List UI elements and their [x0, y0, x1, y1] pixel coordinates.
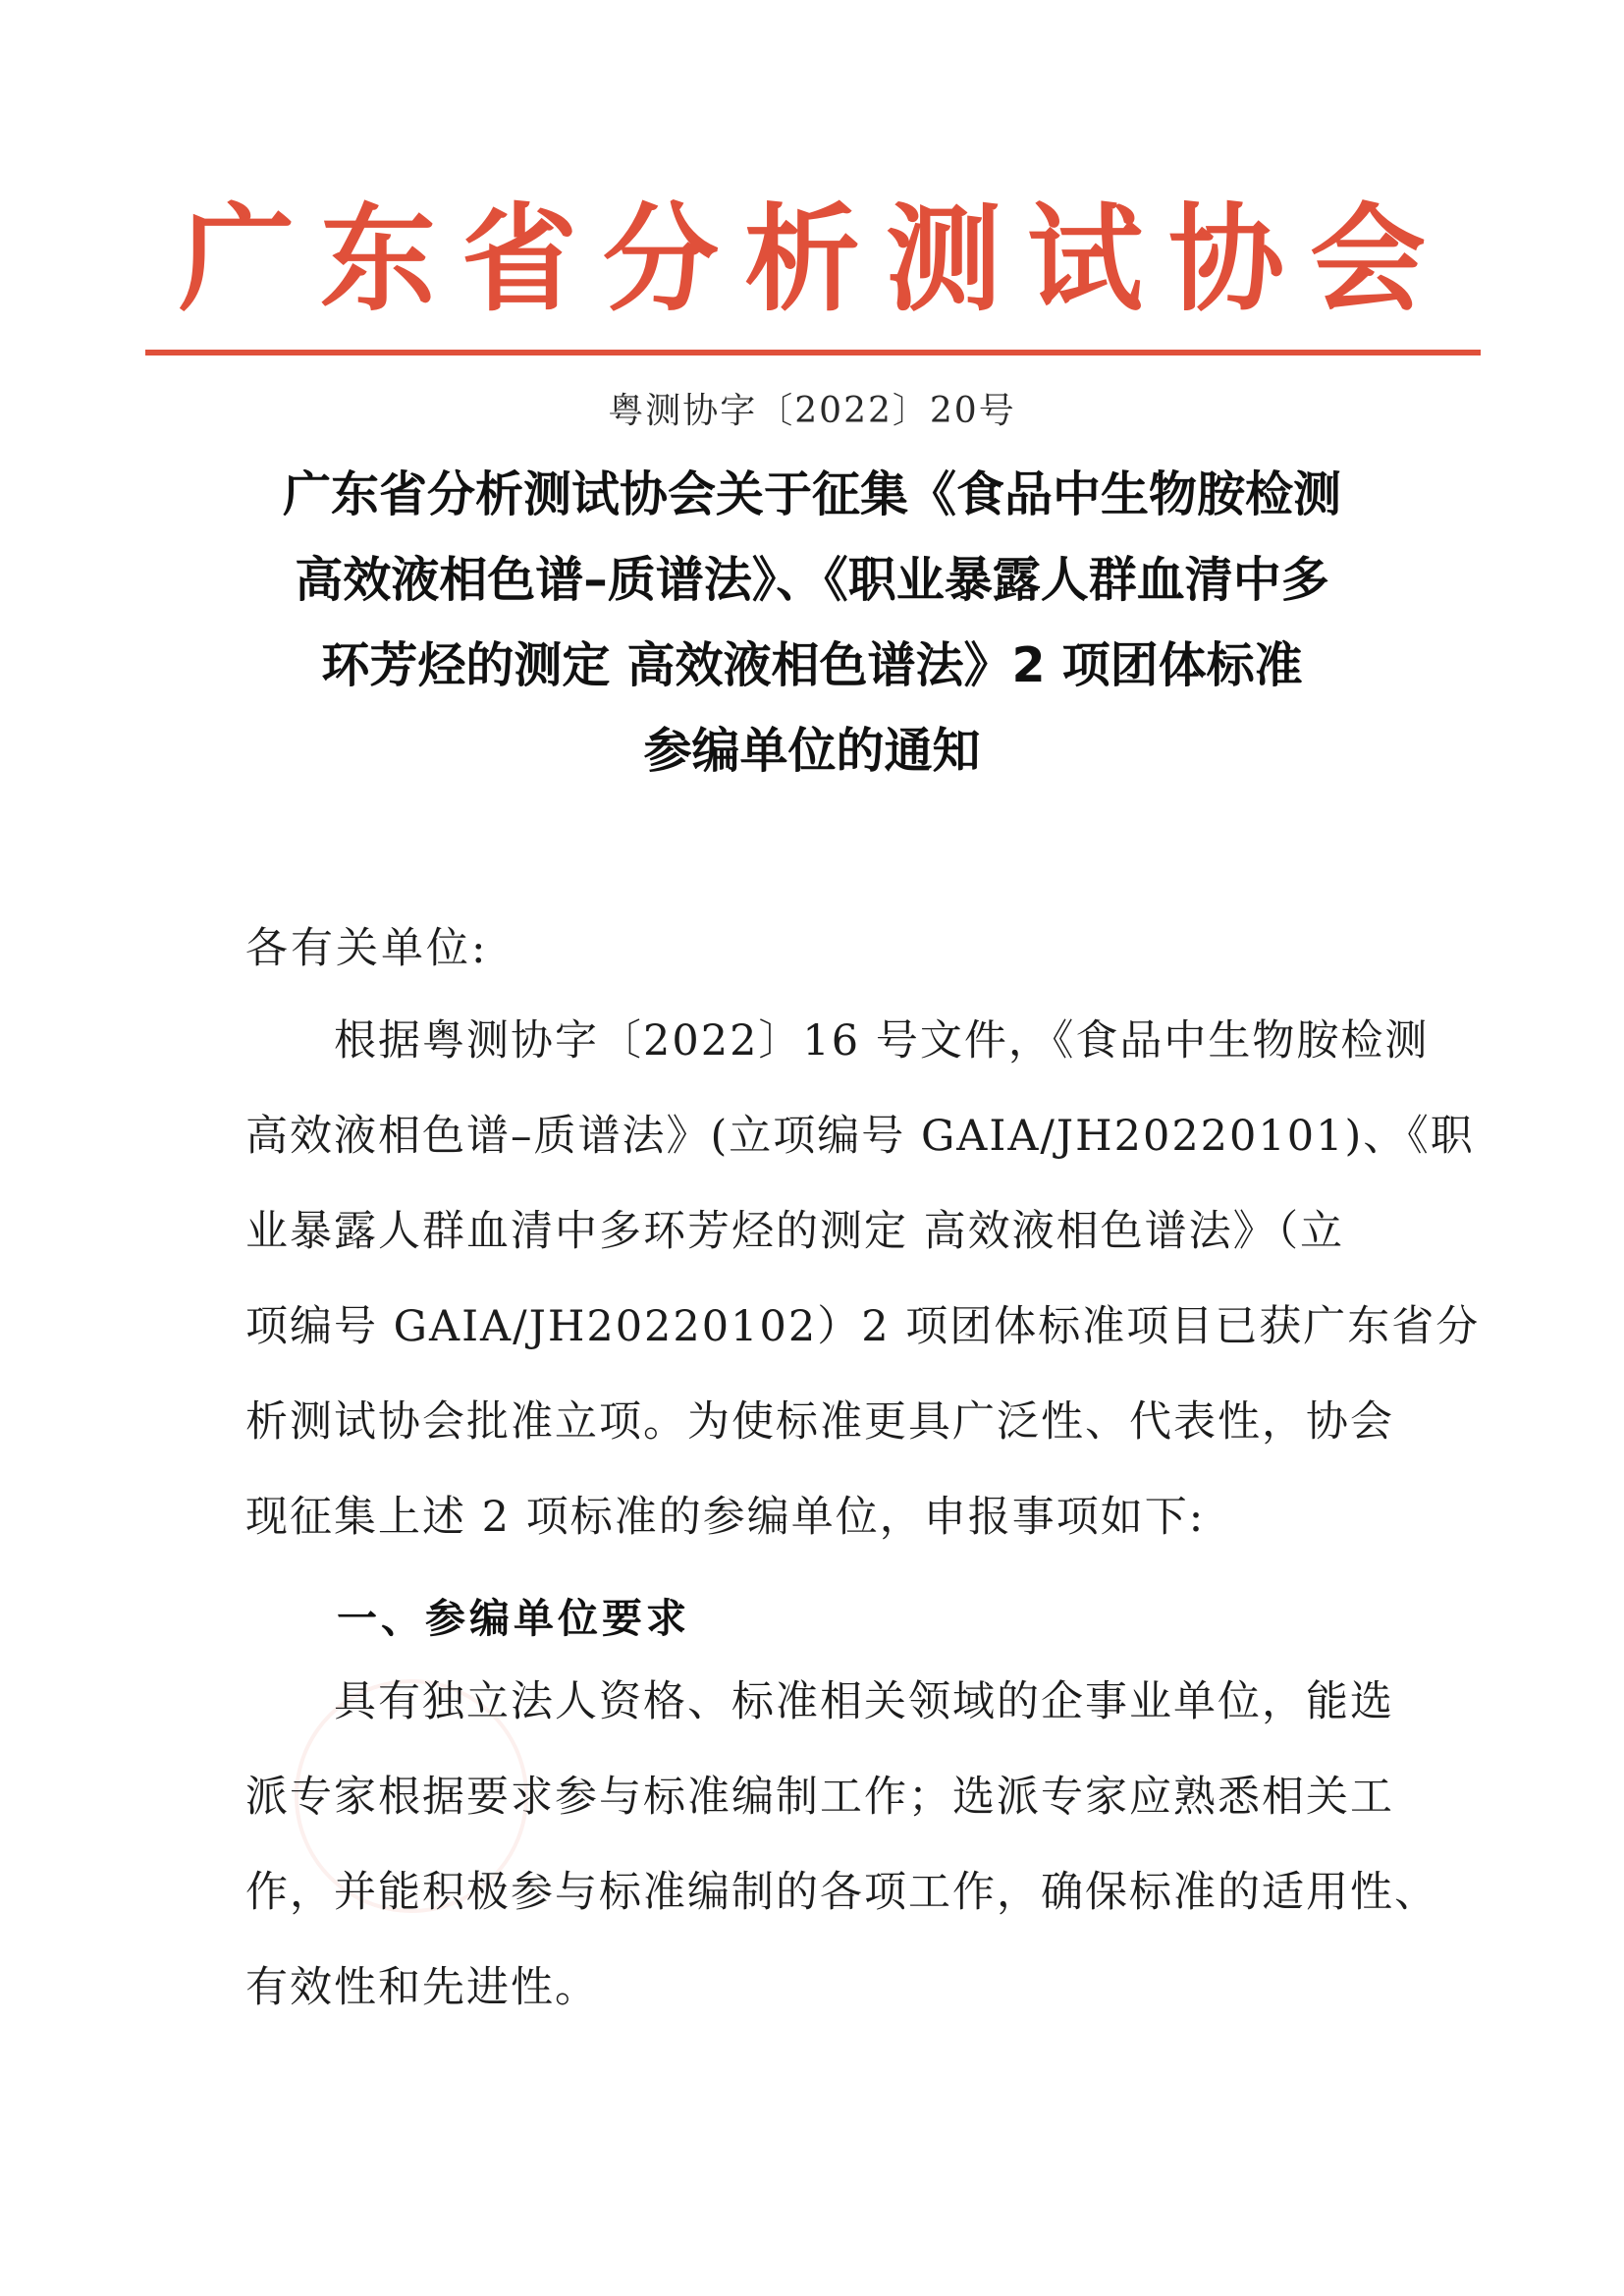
paragraph-line: 析测试协会批准立项。为使标准更具广泛性、代表性，协会 [245, 1397, 1394, 1447]
paragraph-line: 作，并能积极参与标准编制的各项工作，确保标准的适用性、 [245, 1868, 1438, 1917]
paragraph-line: 高效液相色谱–质谱法》(立项编号 GAIA/JH20220101)、《职 [245, 1112, 1475, 1161]
section-1-paragraph [245, 1655, 1438, 2036]
title-line: 参编单位的通知 [643, 723, 981, 779]
section-1-heading: 一、参编单位要求 [337, 1595, 690, 1642]
title-line: 广东省分析测试协会关于征集《食品中生物胺检测 [282, 466, 1341, 522]
title-line: 高效液相色谱–质谱法》、《职业暴露人群血清中多 [295, 552, 1329, 608]
paragraph-line: 项编号 GAIA/JH20220102）2 项团体标准项目已获广东省分 [245, 1302, 1481, 1351]
document-number: 粤测协字〔2022〕20号 [608, 391, 1016, 431]
salutation: 各有关单位: [245, 924, 489, 973]
organization-header: 广东省分析测试协会 [178, 191, 1451, 327]
document-title [196, 452, 1428, 793]
paragraph-1 [245, 994, 1481, 1565]
paragraph-line: 业暴露人群血清中多环芳烃的测定 高效液相色谱法》（立 [245, 1207, 1345, 1256]
header-red-rule [145, 350, 1481, 355]
paragraph-line: 派专家根据要求参与标准编制工作；选派专家应熟悉相关工 [245, 1773, 1394, 1822]
paragraph-line: 具有独立法人资格、标准相关领域的企事业单位，能选 [334, 1677, 1394, 1726]
title-line: 环芳烃的测定 高效液相色谱法》2 项团体标准 [321, 637, 1303, 693]
paragraph-line: 根据粤测协字〔2022〕16 号文件，《食品中生物胺检测 [334, 1016, 1430, 1066]
paragraph-line: 现征集上述 2 项标准的参编单位，申报事项如下: [245, 1493, 1206, 1542]
paragraph-line: 有效性和先进性。 [245, 1963, 599, 2012]
